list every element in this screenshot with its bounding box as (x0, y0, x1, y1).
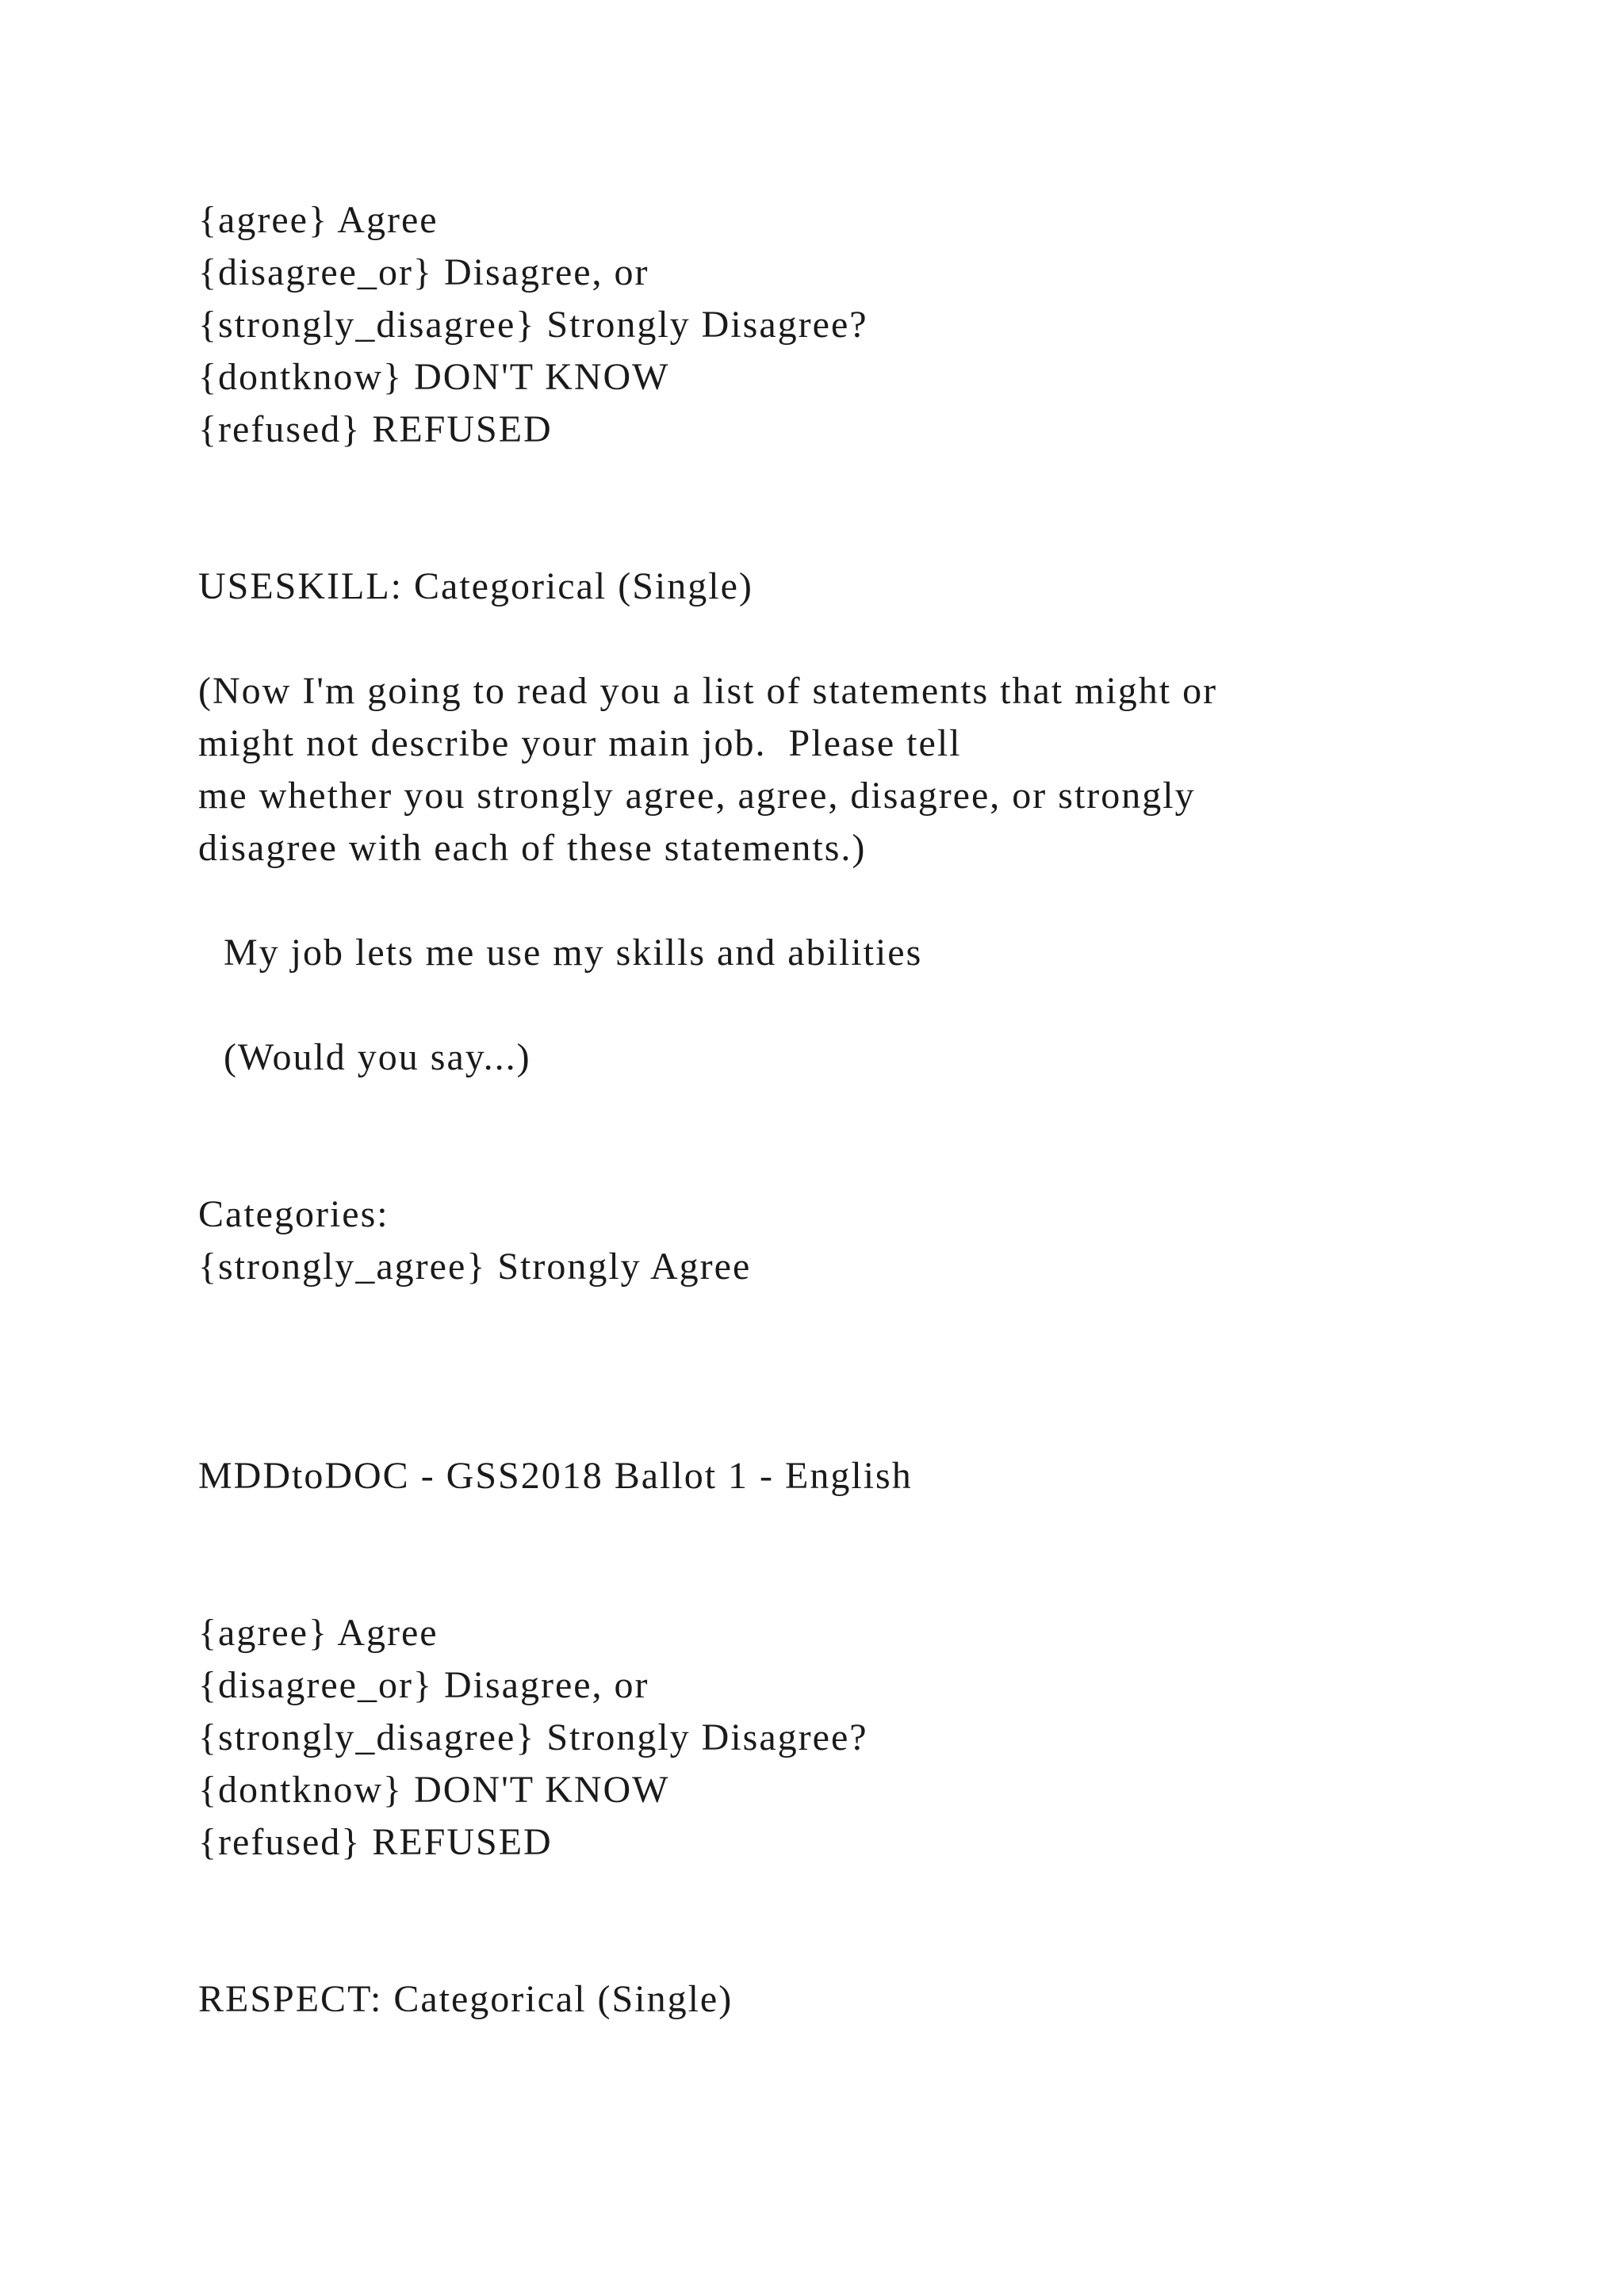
option-disagree-or: {disagree_or} Disagree, or (198, 1664, 649, 1706)
page-footer: MDDtoDOC - GSS2018 Ballot 1 - English (198, 1455, 913, 1497)
option-strongly-disagree: {strongly_disagree} Strongly Disagree? (198, 1716, 868, 1758)
option-refused: {refused} REFUSED (198, 408, 553, 450)
option-strongly-agree: {strongly_agree} Strongly Agree (198, 1246, 752, 1288)
useskill-intro-line-4: disagree with each of these statements.) (198, 827, 867, 869)
option-strongly-disagree: {strongly_disagree} Strongly Disagree? (198, 304, 868, 346)
option-refused: {refused} REFUSED (198, 1821, 553, 1863)
respect-heading: RESPECT: Categorical (Single) (198, 1978, 733, 2020)
useskill-statement: My job lets me use my skills and abilities (224, 932, 923, 974)
option-dontknow: {dontknow} DON'T KNOW (198, 1769, 670, 1811)
option-disagree-or: {disagree_or} Disagree, or (198, 251, 649, 293)
useskill-intro-line-2: might not describe your main job. Please tell (198, 722, 962, 764)
option-dontknow: {dontknow} DON'T KNOW (198, 356, 670, 398)
useskill-intro-line-3: me whether you strongly agree, agree, disagree, or strongly (198, 775, 1196, 817)
useskill-prompt: (Would you say...) (224, 1036, 531, 1078)
useskill-heading: USESKILL: Categorical (Single) (198, 565, 753, 607)
useskill-intro-line-1: (Now I'm going to read you a list of statements that might or (198, 670, 1218, 712)
categories-label: Categories: (198, 1193, 389, 1235)
option-agree: {agree} Agree (198, 1612, 439, 1654)
option-agree: {agree} Agree (198, 199, 439, 241)
